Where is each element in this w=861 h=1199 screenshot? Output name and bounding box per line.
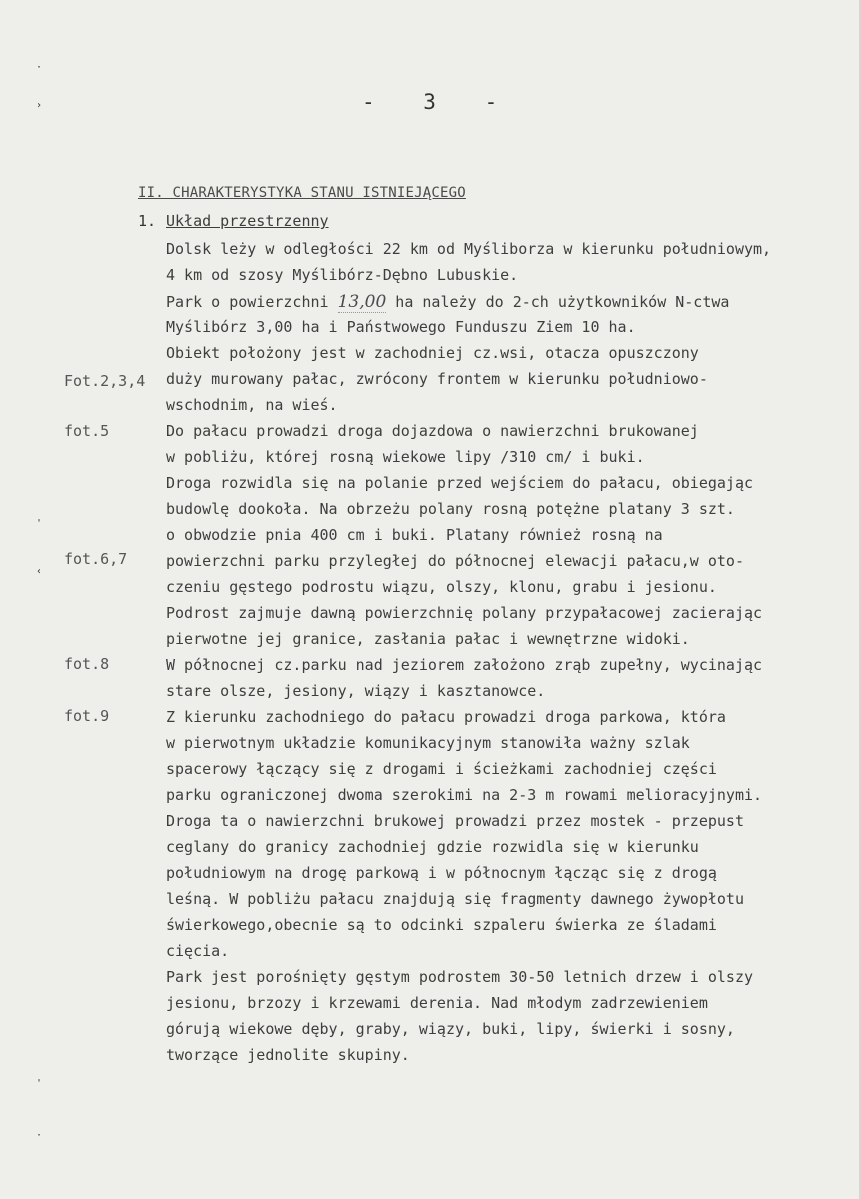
text-fragment: Park o powierzchni	[166, 293, 338, 311]
subsection-title: Układ przestrzenny	[166, 212, 329, 230]
text-line: świerkowego,obecnie są to odcinki szpaleru świerka ze śladami	[166, 916, 717, 934]
text-line	[166, 294, 729, 311]
text-line: Myślibórz 3,00 ha i Państwowego Funduszu Ziem 10 ha.	[166, 318, 636, 336]
text-line: Do pałacu prowadzi droga dojazdowa o nawierzchni brukowanej	[166, 422, 699, 440]
photo-reference: fot.9	[64, 707, 110, 725]
text-line: budowlę dookoła. Na obrzeżu polany rosną potężne platany 3 szt.	[166, 500, 735, 518]
text-line: leśną. W pobliżu pałacu znajdują się fragmenty dawnego żywopłotu	[166, 890, 744, 908]
text-line: Z kierunku zachodniego do pałacu prowadzi droga parkowa, która	[166, 708, 726, 726]
text-line: w pobliżu, której rosną wiekowe lipy /310 cm/ i buki.	[166, 448, 645, 466]
text-line: pierwotne jej granice, zasłania pałac i wewnętrzne widoki.	[166, 630, 690, 648]
text-line: Park jest porośnięty gęstym podrostem 30-50 letnich drzew i olszy	[166, 968, 753, 986]
section-heading: II. CHARAKTERYSTYKA STANU ISTNIEJĄCEGO	[138, 185, 466, 201]
photo-reference: fot.6,7	[64, 550, 128, 568]
text-line: jesionu, brzozy i krzewami derenia. Nad młodym zadrzewieniem	[166, 994, 708, 1012]
text-line: powierzchni parku przyległej do północnej elewacji pałacu,w oto-	[166, 552, 744, 570]
text-line: czeniu gęstego podrostu wiązu, olszy, klonu, grabu i jesionu.	[166, 578, 717, 596]
text-line: spacerowy łączący się z drogami i ścieżkami zachodniej części	[166, 760, 717, 778]
text-line: tworzące jednolite skupiny.	[166, 1046, 410, 1064]
paper-speck: ·	[36, 1130, 43, 1141]
text-line: Droga rozwidla się na polanie przed wejściem do pałacu, obiegając	[166, 474, 753, 492]
text-line: Obiekt położony jest w zachodniej cz.wsi, otacza opuszczony	[166, 344, 699, 362]
paper-speck: ›	[36, 100, 43, 111]
text-line: parku ograniczonej dwoma szerokimi na 2-3 m rowami melioracyjnymi.	[166, 786, 763, 804]
handwritten-area: 13,00	[337, 292, 387, 312]
text-line: w pierwotnym układzie komunikacyjnym stanowiła ważny szlak	[166, 734, 690, 752]
text-line: południowym na drogę parkową i w północnym łącząc się z drogą	[166, 864, 717, 882]
text-line: cięcia.	[166, 942, 230, 960]
text-fragment: ha należy do 2-ch użytkowników N-ctwa	[386, 293, 730, 311]
text-line: o obwodzie pnia 400 cm i buki. Platany również rosną na	[166, 526, 663, 544]
photo-reference: Fot.2,3,4	[64, 372, 146, 390]
page-number: - 3 -	[362, 90, 516, 114]
photo-reference: fot.8	[64, 655, 110, 673]
text-line: duży murowany pałac, zwrócony frontem w kierunku południowo-	[166, 370, 708, 388]
text-line: ceglany do granicy zachodniej gdzie rozwidla się w kierunku	[166, 838, 699, 856]
text-line: 4 km od szosy Myślibórz-Dębno Lubuskie.	[166, 266, 519, 284]
text-line: Podrost zajmuje dawną powierzchnię polany przypałacowej zacierając	[166, 604, 763, 622]
text-line: wschodnim, na wieś.	[166, 396, 338, 414]
text-line: Dolsk leży w odległości 22 km od Myśliborza w kierunku południowym,	[166, 240, 772, 258]
text-line: Droga ta o nawierzchni brukowej prowadzi przez mostek - przepust	[166, 812, 744, 830]
text-line: W północnej cz.parku nad jeziorem założono zrąb zupełny, wycinając	[166, 656, 763, 674]
subsection-number: 1.	[138, 212, 157, 230]
paper-speck: ·	[36, 62, 43, 73]
paper-speck: ‹	[36, 566, 43, 577]
paper-speck: '	[36, 1078, 43, 1089]
text-line: stare olsze, jesiony, wiązy i kasztanowce.	[166, 682, 546, 700]
text-line: górują wiekowe dęby, graby, wiązy, buki, lipy, świerki i sosny,	[166, 1020, 735, 1038]
photo-reference: fot.5	[64, 422, 110, 440]
paper-speck: '	[36, 518, 43, 529]
